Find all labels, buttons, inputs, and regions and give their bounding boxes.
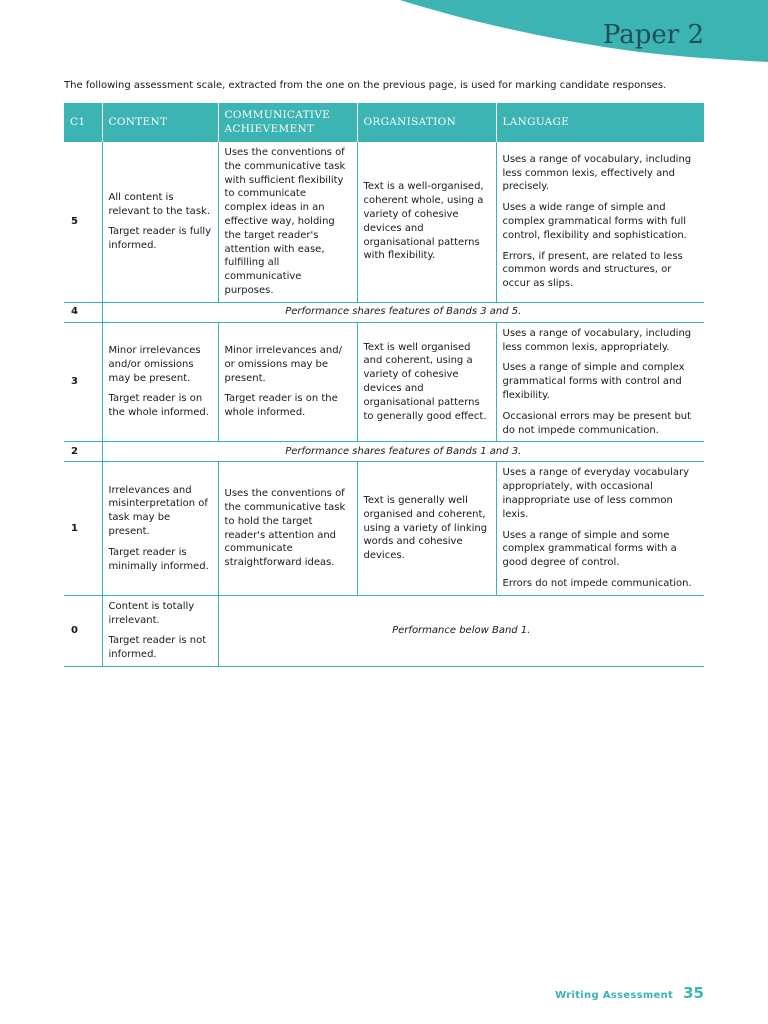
band-2-shared-features: Performance shares features of Bands 1 and 3. (102, 442, 704, 462)
intro-text: The following assessment scale, extracted from the one on the previous page, is used for marking candidate responses. (64, 80, 667, 91)
cell-text: Target reader is on the whole informed. (108, 393, 209, 419)
band-3-content-cell (102, 322, 218, 442)
table-row-band-0 (64, 595, 704, 666)
cell-text: Uses a wide range of simple and complex grammatical forms with full control, flexibility and sophistication. (502, 202, 687, 241)
band-3-organisation-cell (357, 322, 496, 442)
header-communicative-achievement: COMMUNICATIVE ACHIEVEMENT (218, 103, 357, 142)
cell-text: Target reader is fully informed. (108, 226, 212, 252)
cell-text: Uses the conventions of the communicative task to hold the target reader's attention and communicate straightforward ideas. (224, 488, 346, 569)
band-3-communicative-cell (218, 322, 357, 442)
header-organisation: ORGANISATION (357, 103, 496, 142)
cell-text: Target reader is on the whole informed. (224, 393, 338, 419)
cell-text: Uses the conventions of the communicative task with sufficient flexibility to communicate complex ideas in an effective way, holding the target reader's attention with ease, fulfilling all communicative purposes. (224, 147, 346, 296)
page-title: Paper 2 (602, 20, 704, 50)
table-row-band-3 (64, 322, 704, 442)
band-1-organisation-cell (357, 462, 496, 595)
footer-section-label: Writing Assessment (555, 990, 674, 1001)
band-number: 1 (64, 462, 102, 595)
cell-text: Uses a range of simple and complex grammatical forms with control and flexibility. (502, 362, 685, 401)
cell-text: All content is relevant to the task. (108, 191, 210, 217)
cell-text: Errors, if present, are related to less common words and structures, or occur as slips. (502, 250, 683, 290)
table-row-band-4 (64, 302, 704, 322)
band-5-language-cell (496, 142, 704, 303)
cell-text: Errors do not impede communication. (502, 577, 692, 589)
cell-text: Uses a range of vocabulary, including less common lexis, effectively and precisely. (502, 153, 692, 193)
cell-text: Text is a well-organised, coherent whole, using a variety of cohesive devices and organisational patterns with flexibility. (363, 181, 484, 262)
cell-text: Content is totally irrelevant. (108, 600, 195, 626)
cell-text: Text is generally well organised and coherent, using a variety of linking words and cohesive devices. (363, 495, 488, 562)
band-5-content-cell (102, 142, 218, 303)
table-row-band-1 (64, 462, 704, 595)
assessment-scale-table (64, 103, 704, 667)
cell-text: Irrelevances and misinterpretation of task may be present. (108, 484, 208, 538)
cell-text: Minor irrelevances and/ or omissions may be present. (224, 345, 342, 384)
band-3-language-cell (496, 322, 704, 442)
cell-text: Text is well organised and coherent, using a variety of cohesive devices and organisational patterns to generally good effect. (363, 341, 487, 422)
band-5-communicative-cell (218, 142, 357, 303)
cell-text: Uses a range of everyday vocabulary appropriately, with occasional inappropriate use of less common lexis. (502, 467, 690, 520)
band-number: 2 (64, 442, 102, 462)
header-c1: C1 (64, 103, 102, 142)
band-number: 4 (64, 302, 102, 322)
header-content: CONTENT (102, 103, 218, 142)
cell-text: Target reader is not informed. (108, 635, 207, 661)
band-number: 5 (64, 142, 102, 303)
header-language: LANGUAGE (496, 103, 704, 142)
cell-text: Minor irrelevances and/or omissions may be present. (108, 345, 201, 384)
band-1-language-cell (496, 462, 704, 595)
cell-text: Occasional errors may be present but do not impede communication. (502, 410, 692, 436)
band-1-content-cell (102, 462, 218, 595)
band-5-organisation-cell (357, 142, 496, 303)
table-row-band-2 (64, 442, 704, 462)
page-footer (555, 984, 704, 1002)
band-0-performance-below: Performance below Band 1. (218, 595, 704, 666)
cell-text: Uses a range of vocabulary, including less common lexis, appropriately. (502, 327, 692, 353)
cell-text: Uses a range of simple and some complex grammatical forms with a good degree of control. (502, 529, 677, 569)
band-4-shared-features: Performance shares features of Bands 3 and 5. (102, 302, 704, 322)
cell-text: Target reader is minimally informed. (108, 546, 209, 572)
band-1-communicative-cell (218, 462, 357, 595)
table-row-band-5 (64, 142, 704, 303)
band-number: 0 (64, 595, 102, 666)
band-number: 3 (64, 322, 102, 442)
band-0-content-cell (102, 595, 218, 666)
table-header-row (64, 103, 704, 142)
page-number: 35 (683, 984, 704, 1002)
